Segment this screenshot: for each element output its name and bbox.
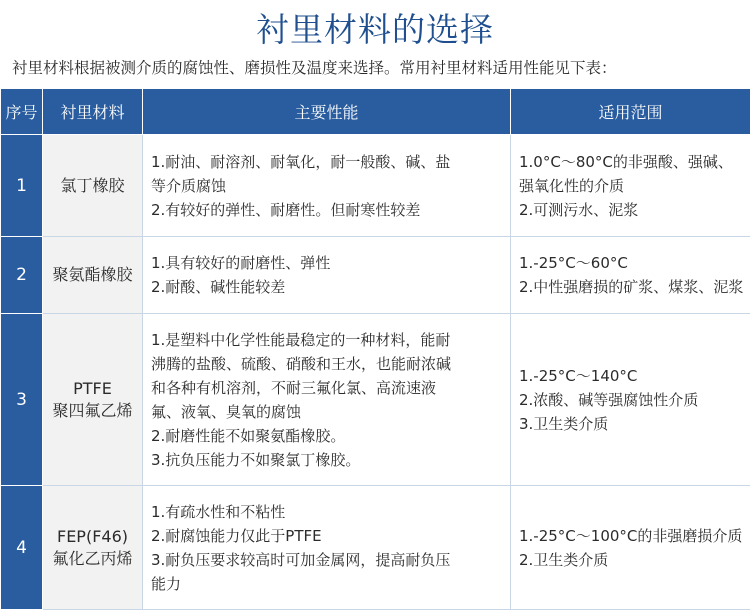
page-title: 衬里材料的选择 <box>0 4 750 51</box>
performance-line: 沸腾的盐酸、硫酸、硝酸和王水，也能耐浓碱 <box>151 352 502 376</box>
performance-line: 2.有较好的弹性、耐磨性。但耐寒性较差 <box>151 198 502 222</box>
material-cell <box>43 314 143 486</box>
material-cell <box>43 486 143 610</box>
scope-line: 1.-25°C～140°C <box>519 364 742 388</box>
scope-cell <box>511 135 750 237</box>
table-row <box>1 237 750 314</box>
performance-line: 2.耐酸、碱性能较差 <box>151 275 502 299</box>
performance-line: 2.耐腐蚀能力仅此于PTFE <box>151 524 502 548</box>
scope-cell <box>511 314 750 486</box>
performance-line: 3.耐负压要求较高时可加金属网，提高耐负压 <box>151 548 502 572</box>
scope-line: 2.中性强磨损的矿浆、煤浆、泥浆 <box>519 275 742 299</box>
performance-line: 2.耐磨性能不如聚氨酯橡胶。 <box>151 424 502 448</box>
performance-cell <box>143 486 511 610</box>
performance-line: 1.有疏水性和不粘性 <box>151 500 502 524</box>
material-cell <box>43 135 143 237</box>
scope-cell <box>511 237 750 314</box>
material-name: 聚四氟乙烯 <box>47 400 138 422</box>
performance-line: 3.抗负压能力不如聚氯丁橡胶。 <box>151 448 502 472</box>
performance-line: 1.具有较好的耐磨性、弹性 <box>151 251 502 275</box>
performance-line: 1.耐油、耐溶剂、耐氧化，耐一般酸、碱、盐 <box>151 150 502 174</box>
lining-material-table <box>0 88 750 610</box>
material-cell <box>43 237 143 314</box>
performance-line: 和各种有机溶剂，不耐三氟化氯、高流速液 <box>151 376 502 400</box>
table-header-row <box>1 89 750 135</box>
scope-line: 1.-25°C～100°C的非强磨损介质 <box>519 524 742 548</box>
performance-cell <box>143 314 511 486</box>
header-performance: 主要性能 <box>143 89 511 135</box>
scope-line: 2.卫生类介质 <box>519 548 742 572</box>
scope-line: 强氧化性的介质 <box>519 174 742 198</box>
scope-line: 1.-25°C～60°C <box>519 251 742 275</box>
material-name: PTFE <box>47 378 138 400</box>
header-material: 衬里材料 <box>43 89 143 135</box>
scope-line: 1.0°C～80°C的非强酸、强碱、 <box>519 150 742 174</box>
table-row <box>1 135 750 237</box>
performance-line: 等介质腐蚀 <box>151 174 502 198</box>
intro-text: 衬里材料根据被测介质的腐蚀性、磨损性及温度来选择。常用衬里材料适用性能见下表： <box>12 56 750 78</box>
table-row <box>1 486 750 610</box>
scope-line: 2.可测污水、泥浆 <box>519 198 742 222</box>
material-name: 氟化乙丙烯 <box>47 548 138 570</box>
scope-cell <box>511 486 750 610</box>
performance-cell <box>143 135 511 237</box>
scope-line: 3.卫生类介质 <box>519 412 742 436</box>
performance-line: 1.是塑料中化学性能最稳定的一种材料，能耐 <box>151 328 502 352</box>
row-number: 3 <box>1 314 43 486</box>
table-row <box>1 314 750 486</box>
row-number: 1 <box>1 135 43 237</box>
row-number: 2 <box>1 237 43 314</box>
performance-line: 氟、液氧、臭氧的腐蚀 <box>151 400 502 424</box>
scope-line: 2.浓酸、碱等强腐蚀性介质 <box>519 388 742 412</box>
performance-line: 能力 <box>151 572 502 596</box>
material-name: 聚氨酯橡胶 <box>47 264 138 286</box>
header-scope: 适用范围 <box>511 89 750 135</box>
header-index: 序号 <box>1 89 43 135</box>
material-name: FEP(F46) <box>47 526 138 548</box>
row-number: 4 <box>1 486 43 610</box>
performance-cell <box>143 237 511 314</box>
material-name: 氯丁橡胶 <box>47 175 138 197</box>
